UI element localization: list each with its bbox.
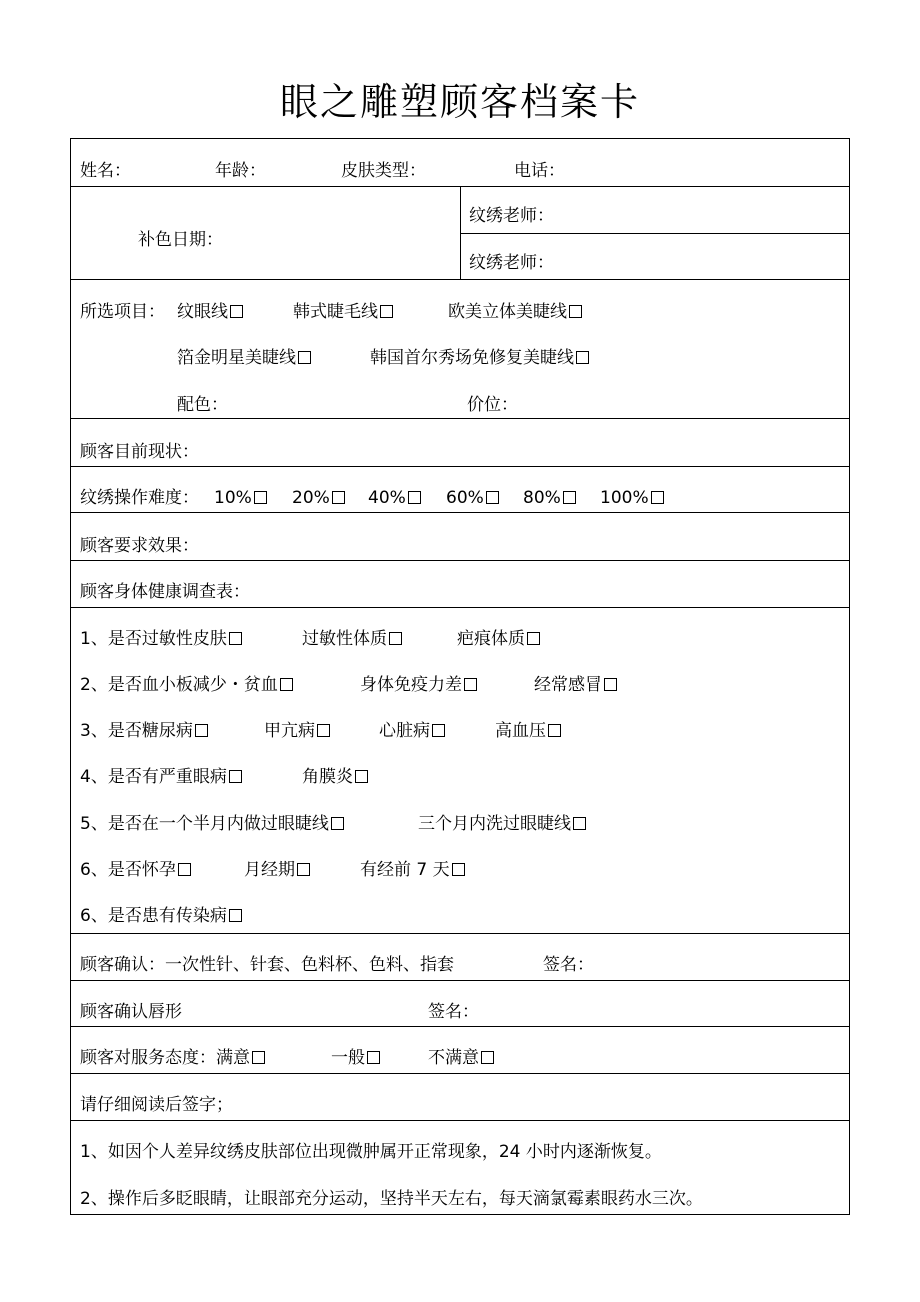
difficulty-60[interactable]: 60% (446, 487, 499, 509)
notice-line-2: 2、操作后多眨眼睛，让眼部充分运动，坚持半天左右，每天滴氯霉素眼药水三次。 (80, 1189, 703, 1209)
checkbox[interactable] (548, 724, 561, 737)
basic-info-row (71, 139, 849, 187)
checkbox[interactable] (178, 863, 191, 876)
checkbox[interactable] (331, 817, 344, 830)
q3-heart-disease[interactable]: 心脏病 (379, 720, 445, 742)
attitude-satisfied[interactable]: 顾客对服务态度：满意 (80, 1047, 265, 1069)
difficulty-row (71, 467, 849, 513)
attitude-row (71, 1027, 849, 1074)
q2-platelets-anemia[interactable]: 2、是否血小板减少・贫血 (80, 674, 293, 696)
checkbox[interactable] (389, 632, 402, 645)
q6-premenstrual[interactable]: 有经前 7 天 (360, 859, 465, 881)
item-eyeliner[interactable]: 纹眼线 (177, 301, 243, 323)
health-title: 顾客身体健康调查表： (80, 582, 250, 602)
checkbox[interactable] (569, 305, 582, 318)
confirm-lip-row (71, 981, 849, 1027)
phone-field[interactable]: 电话： (514, 161, 565, 181)
checkbox[interactable] (195, 724, 208, 737)
age-field[interactable]: 年龄： (215, 161, 266, 181)
teacher-field-1[interactable]: 纹绣老师： (469, 206, 554, 226)
skin-type-field[interactable]: 皮肤类型： (341, 161, 426, 181)
confirm-lip-text: 顾客确认唇形 (80, 1002, 182, 1022)
difficulty-40[interactable]: 40% (368, 487, 421, 509)
q6-pregnant[interactable]: 6、是否怀孕 (80, 859, 191, 881)
checkbox[interactable] (464, 678, 477, 691)
checkbox[interactable] (380, 305, 393, 318)
checkbox[interactable] (332, 491, 345, 504)
checkbox[interactable] (576, 351, 589, 364)
checkbox[interactable] (481, 1051, 494, 1064)
checkbox[interactable] (252, 1051, 265, 1064)
checkbox[interactable] (229, 909, 242, 922)
items-label: 所选项目： (80, 302, 165, 322)
q1-allergic-skin[interactable]: 1、是否过敏性皮肤 (80, 628, 242, 650)
checkbox[interactable] (408, 491, 421, 504)
notice-line-1: 1、如因个人差异纹绣皮肤部位出现微肿属开正常现象，24 小时内逐渐恢复。 (80, 1142, 662, 1162)
attitude-average[interactable]: 一般 (331, 1047, 380, 1069)
effect-field[interactable]: 顾客要求效果： (80, 536, 199, 556)
difficulty-10[interactable]: 10% (214, 487, 267, 509)
checkbox[interactable] (486, 491, 499, 504)
customer-form (70, 138, 850, 1215)
confirm-consumables-row (71, 934, 849, 981)
checkbox[interactable] (230, 305, 243, 318)
notice-row (71, 1121, 849, 1215)
q1-allergic-constitution[interactable]: 过敏性体质 (302, 628, 402, 650)
q3-hyperthyroid[interactable]: 甲亢病 (264, 720, 330, 742)
q4-keratitis[interactable]: 角膜炎 (302, 766, 368, 788)
difficulty-100[interactable]: 100% (600, 487, 664, 509)
checkbox[interactable] (254, 491, 267, 504)
q5-removed-eyeliner[interactable]: 三个月内洗过眼睫线 (418, 813, 586, 835)
notice-title-row (71, 1074, 849, 1121)
checkbox[interactable] (355, 770, 368, 783)
q2-low-immunity[interactable]: 身体免疫力差 (360, 674, 477, 696)
divider (460, 233, 849, 234)
q5-recent-eyeliner[interactable]: 5、是否在一个半月内做过眼睫线 (80, 813, 344, 835)
checkbox[interactable] (573, 817, 586, 830)
price-field[interactable]: 价位： (467, 395, 518, 415)
q6-menstrual[interactable]: 月经期 (244, 859, 310, 881)
checkbox[interactable] (651, 491, 664, 504)
q1-scar-constitution[interactable]: 疤痕体质 (457, 628, 540, 650)
q7-infectious-disease[interactable]: 6、是否患有传染病 (80, 905, 242, 927)
difficulty-label: 纹绣操作难度： (80, 488, 199, 508)
checkbox[interactable] (229, 770, 242, 783)
checkbox[interactable] (229, 632, 242, 645)
checkbox[interactable] (563, 491, 576, 504)
page-title: 眼之雕塑顾客档案卡 (279, 80, 640, 124)
checkbox[interactable] (280, 678, 293, 691)
status-field[interactable]: 顾客目前现状： (80, 442, 199, 462)
confirm-consumables-text: 顾客确认：一次性针、针套、色料杯、色料、指套 (80, 955, 454, 975)
effect-row (71, 513, 849, 561)
checkbox[interactable] (604, 678, 617, 691)
item-korean-lash[interactable]: 韩式睫毛线 (293, 301, 393, 323)
q3-hypertension[interactable]: 高血压 (495, 720, 561, 742)
difficulty-20[interactable]: 20% (292, 487, 345, 509)
q4-eye-disease[interactable]: 4、是否有严重眼病 (80, 766, 242, 788)
teacher-field-2[interactable]: 纹绣老师： (469, 253, 554, 273)
checkbox[interactable] (317, 724, 330, 737)
items-row (71, 280, 849, 419)
item-gold-lash[interactable]: 箔金明星美睫线 (177, 347, 311, 369)
name-field[interactable]: 姓名： (80, 161, 131, 181)
q3-diabetes[interactable]: 3、是否糖尿病 (80, 720, 208, 742)
checkbox[interactable] (298, 351, 311, 364)
signature-field[interactable]: 签名： (428, 1002, 479, 1022)
item-seoul-lash[interactable]: 韩国首尔秀场免修复美睫线 (370, 347, 589, 369)
difficulty-80[interactable]: 80% (523, 487, 576, 509)
signature-field[interactable]: 签名： (543, 955, 594, 975)
notice-title: 请仔细阅读后签字； (80, 1095, 233, 1115)
attitude-unsatisfied[interactable]: 不满意 (428, 1047, 494, 1069)
status-row (71, 419, 849, 467)
checkbox[interactable] (432, 724, 445, 737)
checkbox[interactable] (527, 632, 540, 645)
checkbox[interactable] (452, 863, 465, 876)
checkbox[interactable] (297, 863, 310, 876)
touchup-date-field[interactable]: 补色日期： (138, 230, 223, 250)
touchup-row (71, 187, 849, 280)
color-field[interactable]: 配色： (177, 395, 228, 415)
q2-frequent-cold[interactable]: 经常感冒 (534, 674, 617, 696)
checkbox[interactable] (367, 1051, 380, 1064)
item-euro-lash[interactable]: 欧美立体美睫线 (448, 301, 582, 323)
health-questions-row (71, 608, 849, 934)
health-title-row (71, 561, 849, 608)
